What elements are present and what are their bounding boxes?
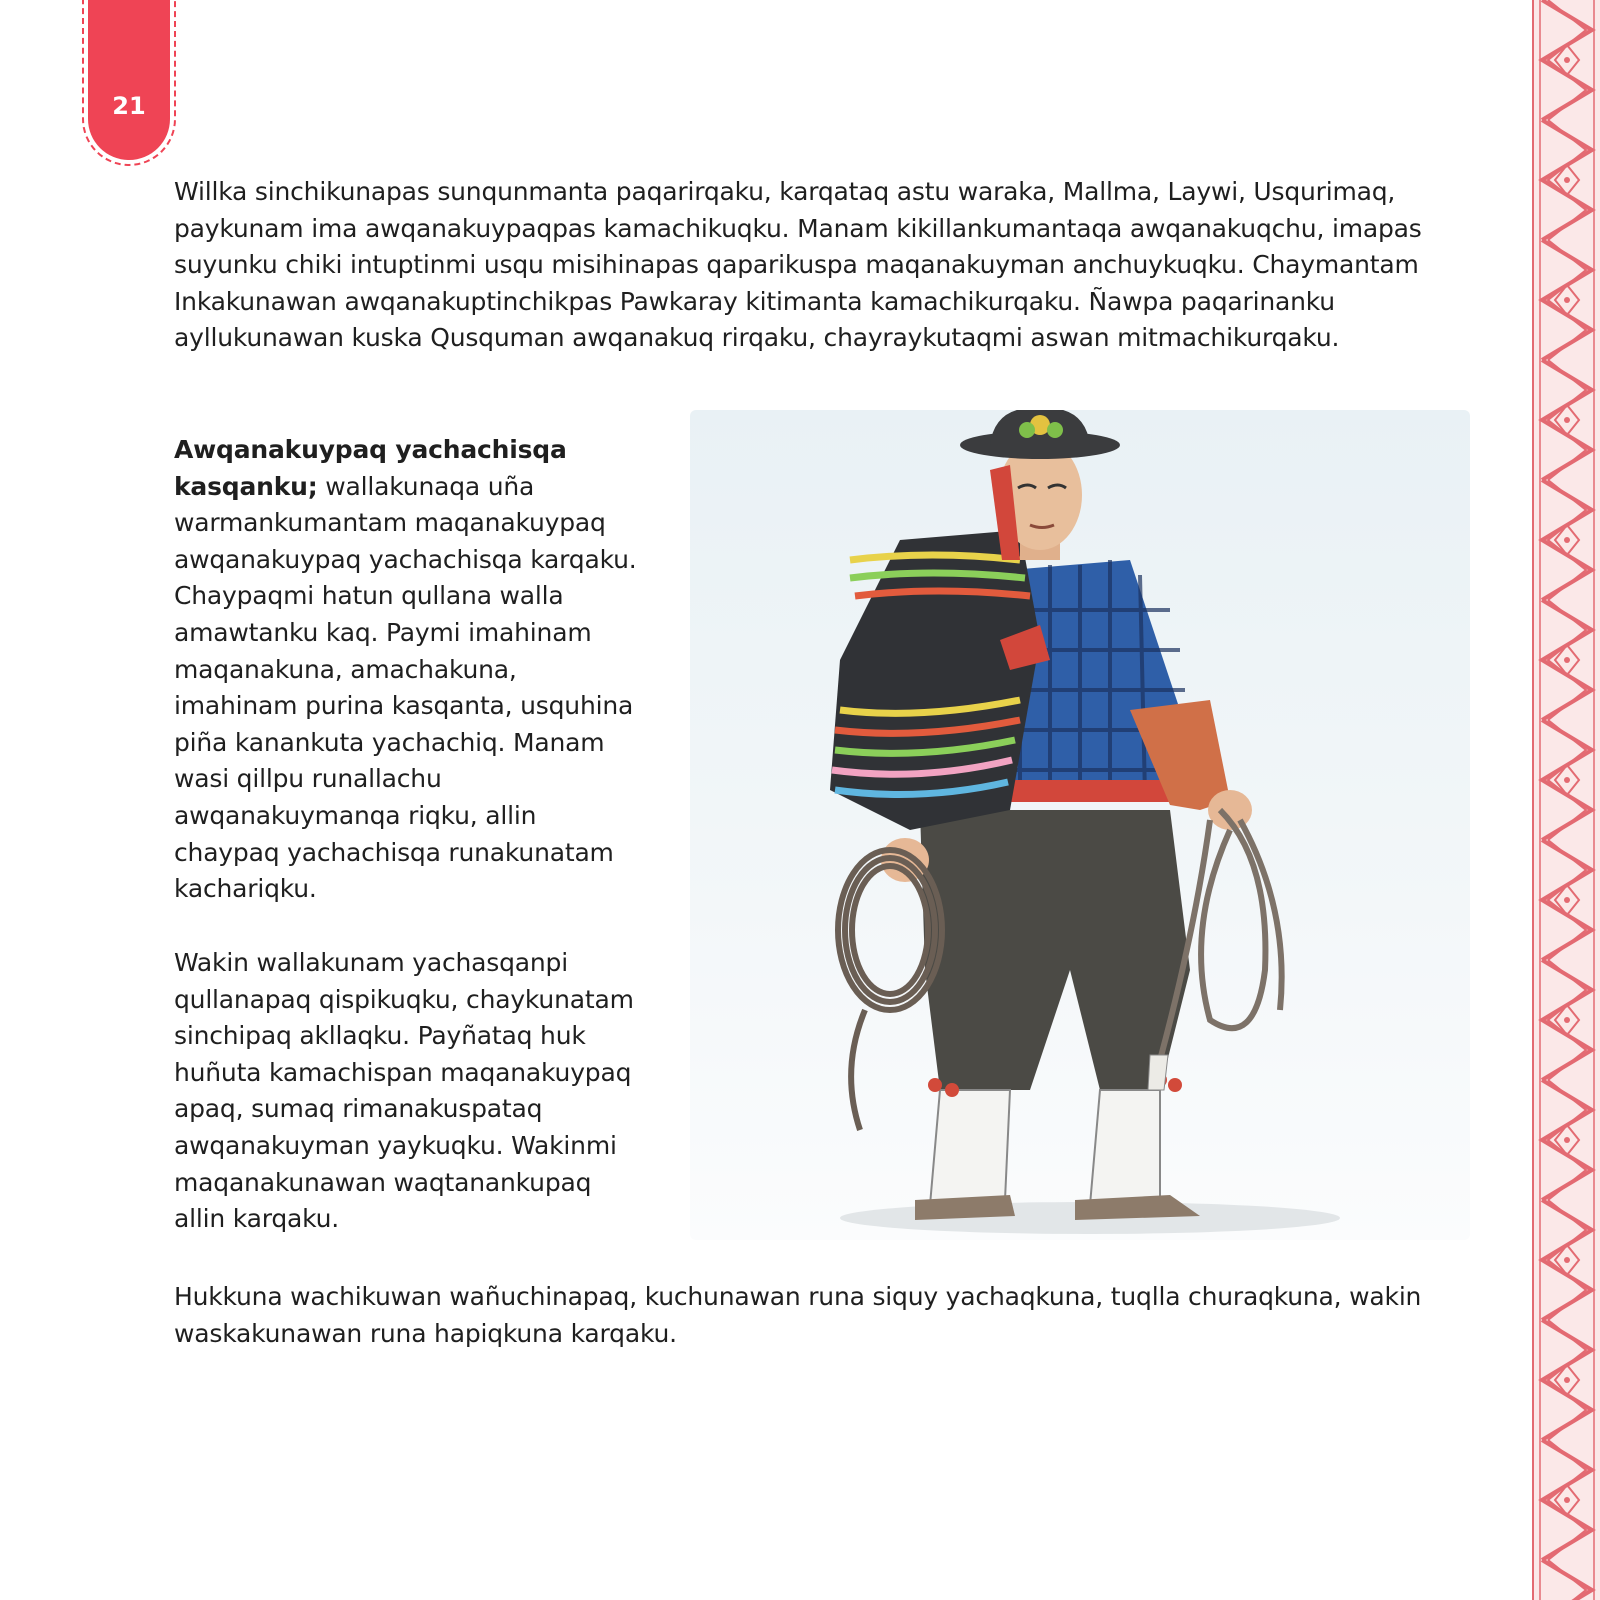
paragraph-leaders: Wakin wallakunam yachasqanpi qullanapaq qispikuqku, chaykunatam sinchipaq akllaqku. Payñataq huk huñuta kamachispan maqanakuypaq apaq, sumaq rimanakuspataq awqanakuyman yaykuqku. Wakinmi maqanakunawan waqtanankupaq allin karqaku. (174, 948, 634, 1234)
page-number: 21 (112, 92, 146, 120)
paragraph-training-body: wallakunaqa uña warmankumantam maqanakuypaq awqanakuypaq yachachisqa karqaku. Chaypaqmi hatun qullana walla amawtanku kaq. Paymi imahinam maqanakuna, amachakuna, imahinam purina kasqanta, usquhina piña kanankuta yachachiq. Manam wasi qillpu runallachu awqanakuymanqa riqku, allin chaypaq yachachisqa runakunatam kachariqku. (174, 471, 637, 904)
paragraph-training (174, 432, 644, 908)
paragraph-intro: Willka sinchikunapas sunqunmanta paqarirqaku, karqataq astu waraka, Mallma, Laywi, Usqurimaq, paykunam ima awqanakuypaqpas kamachikuqku. Manam kikillankumantaqa awqanakuqchu, imapas suyunku chiki intuptinmi usqu misihinapas qaparikuspa maqanakuyman anchuykuqku. Chaymantam Inkakunawan awqanakuptinchikpas Pawkaray kitimanta kamachikurqaku. Ñawpa paqarinanku ayllukunawan kuska Qusquman awqanakuq rirqaku, chayraykutaqmi aswan mitmachikurqaku. (174, 177, 1422, 353)
paragraph-warriors: Hukkuna wachikuwan wañuchinapaq, kuchunawan runa siquy yachaqkuna, tuqlla churaqkuna, wakin waskakunawan runa hapiqkuna karqaku. (174, 1282, 1422, 1348)
decorative-border (1532, 0, 1600, 1600)
warrior-illustration (690, 410, 1470, 1240)
paragraph-training-heading: Awqanakuypaq yachachisqa kasqanku; (174, 435, 567, 501)
page-number-tab (88, 0, 170, 160)
